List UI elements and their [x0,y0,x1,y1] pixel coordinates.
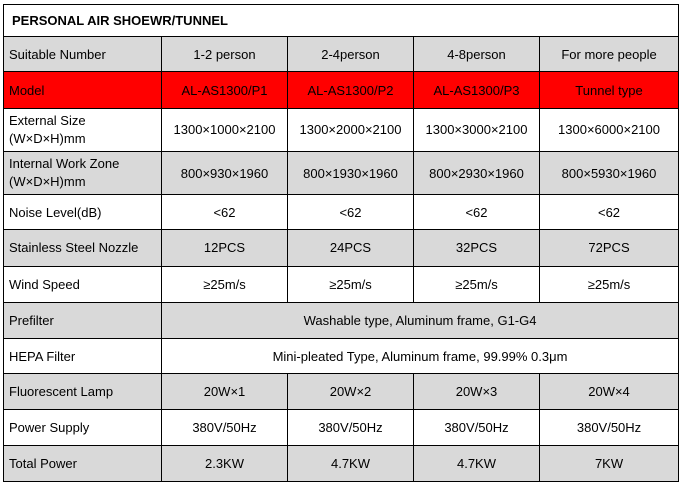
cell-value: <62 [540,195,679,230]
cell-value: AL-AS1300/P2 [288,72,414,108]
spec-sheet [3,4,678,482]
label-line: (W×D×H)mm [9,130,86,146]
cell-value: 1300×3000×2100 [414,108,540,151]
row-total-power [4,445,679,481]
cell-value: 380V/50Hz [162,410,288,445]
cell-value: ≥25m/s [288,266,414,302]
cell-value: 800×2930×1960 [414,151,540,194]
row-noise-level [4,195,679,230]
merged-cell-value: Washable type, Aluminum frame, G1-G4 [162,302,679,338]
row-label: HEPA Filter [4,339,162,374]
cell-value: 20W×4 [540,374,679,410]
row-suitable-number [4,37,679,72]
cell-value: 32PCS [414,230,540,266]
row-label: Stainless Steel Nozzle [4,230,162,266]
cell-value: ≥25m/s [162,266,288,302]
row-internal-work-zone [4,151,679,194]
row-label: Wind Speed [4,266,162,302]
merged-cell-value: Mini-pleated Type, Aluminum frame, 99.99% 0.3μm [162,339,679,374]
cell-value: Tunnel type [540,72,679,108]
row-label: Prefilter [4,302,162,338]
cell-value: 20W×1 [162,374,288,410]
cell-value: 800×1930×1960 [288,151,414,194]
cell-value: AL-AS1300/P1 [162,72,288,108]
row-power-supply [4,410,679,445]
cell-value: 380V/50Hz [288,410,414,445]
cell-value: 380V/50Hz [540,410,679,445]
row-label [4,151,162,194]
cell-value: <62 [162,195,288,230]
cell-value: <62 [288,195,414,230]
cell-value: 2.3KW [162,445,288,481]
cell-value: 72PCS [540,230,679,266]
cell-value: 20W×2 [288,374,414,410]
row-label: Total Power [4,445,162,481]
row-label [4,108,162,151]
cell-value: 12PCS [162,230,288,266]
cell-value: 1300×1000×2100 [162,108,288,151]
cell-value: ≥25m/s [414,266,540,302]
cell-value: 800×5930×1960 [540,151,679,194]
title-row [4,5,679,37]
cell-value: 380V/50Hz [414,410,540,445]
cell-value: 24PCS [288,230,414,266]
row-stainless-steel-nozzle [4,230,679,266]
label-line: (W×D×H)mm [9,174,86,190]
row-prefilter [4,302,679,338]
row-model [4,72,679,108]
cell-value: 800×930×1960 [162,151,288,194]
cell-value: 1300×6000×2100 [540,108,679,151]
spec-table [3,4,679,482]
cell-value: 1-2 person [162,37,288,72]
row-wind-speed [4,266,679,302]
cell-value: 20W×3 [414,374,540,410]
cell-value: <62 [414,195,540,230]
cell-value: ≥25m/s [540,266,679,302]
row-fluorescent-lamp [4,374,679,410]
label-line: External Size [9,112,86,128]
row-hepa-filter [4,339,679,374]
cell-value: AL-AS1300/P3 [414,72,540,108]
row-label: Noise Level(dB) [4,195,162,230]
cell-value: 7KW [540,445,679,481]
cell-value: 4-8person [414,37,540,72]
table-title: PERSONAL AIR SHOEWR/TUNNEL [4,5,679,37]
row-label: Fluorescent Lamp [4,374,162,410]
cell-value: 4.7KW [414,445,540,481]
row-label: Model [4,72,162,108]
cell-value: For more people [540,37,679,72]
row-label: Power Supply [4,410,162,445]
label-line: Internal Work Zone [9,156,120,172]
cell-value: 4.7KW [288,445,414,481]
cell-value: 2-4person [288,37,414,72]
row-label: Suitable Number [4,37,162,72]
cell-value: 1300×2000×2100 [288,108,414,151]
row-external-size [4,108,679,151]
